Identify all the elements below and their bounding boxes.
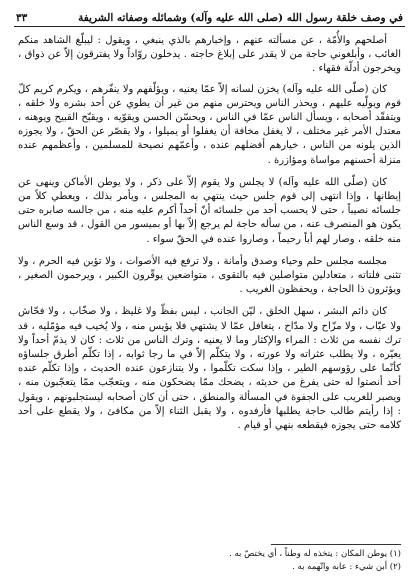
paragraph: كان (صلّى الله عليه وآله) لا يجلس ولا يقوم إلاّ على ذكر ، ولا يوطن الأماكن وينهى عن إيطانها ، وإذا انتهى إلى قوم جلس حيث ينتهي به المجلس ، ويأمر بذلك ، ويعطي كلاً من جلسائه نصيباً ، حتى لا يحسب أحد من جلسائه أنّ أحداً أكرم عليه منه ، من جالسه صابره حتى يكون هو المنصرف عنه ، من سأله حاجة لم يرجع إلاّ بها أو بميسور من القول ، قد وسع الناس منه خلقه ، وصار لهم أباً رحيماً ، وصاروا عنده في الحقّ سواء . [18, 176, 401, 245]
paragraph: كان دائم البشر ، سهل الخلق ، ليّن الجانب ، ليس بفظّ ولا غليظ ، ولا صخّاب ، ولا فحّاش ولا عيّاب ، ولا مزّاح ولا مدّاح ، يتغافل عمّا لا يشتهي فلا يؤيس منه ، ولا يُخيب فيه مؤمّليه ، قد ترك نفسه من ثلاث : المراء والإكثار وما لا يعنيه ، وترك الناس من ثلاث : كان لا يذمّ أحداً ولا يعيّره ، ولا يطلب عثراته ولا عورته ، ولا يتكلّم إلاّ في ما رجا ثوابه ، إذا تكلّم أطرق جلساؤه كأنّما على رؤوسهم الطير ، وإذا سكت تكلّموا ، ولا يتنازعون عنده الحديث ، وإذا تكلّم عنده أحد أنصتوا له حتى يفرغ من حديثه ، يضحك ممّا يضحكون منه ، ويتعجّب ممّا يتعجّبون منه ، ويصبر للغريب على الجفوة في المسألة والمنطق ، حتى أن كان أصحابه ليستجلبونهم ، ويقول : إذا رأيتم طالب حاجة يطلبها فأرفدوه ، ولا يقبل الثناء إلاّ من مكافئ ، ولا يقطع على أحد كلامه حتى يجوزه فيقطعه بنهي أو قيام . [18, 306, 401, 432]
body-text [18, 34, 401, 441]
paragraph: أصلحهم والأُمّة ، عن مسألته عنهم ، وإخبارهم بالذي ينبغي ، ويقول : ليبلّغ الشاهد منكم الغائب ، وأبلغوني حاجة من لا يقدر على إبلاغ حاجته . يدخلون روّاداً ولا يفترقون إلاّ عن ذواق ، ويخرجون أدلّة فقهاء . [18, 35, 401, 75]
header-rule [14, 26, 405, 27]
footnote-rule [271, 544, 401, 545]
paragraph: كان (صلّى الله عليه وآله) يخزن لسانه إلاّ عمّا يعنيه ، ويؤلّفهم ولا ينفّرهم ، ويكرم كريم كلّ قوم ويولّيه عليهم ، ويحذر الناس ويحترس منهم من غير أن يطوي عن أحد بشره ولا خلقه ، ويتفقّد أصحابه ، ويسأل الناس عمّا في الناس ، ويحسّن الحسن ويقوّيه ، ويقبّح القبيح ويوهنه ، معتدل الأمر غير مختلف ، لا يغفل مخافة أن يغفلوا أو يميلوا ، ولا يقصّر عن الحقّ ، ولا يجوزه الذين يلونه من الناس ، خيارهم أفضلهم عنده ، وأعمّهم نصيحة للمسلمين ، وأعظمهم عنده منزلة أحسنهم مواساة ومؤازرة . [18, 83, 401, 166]
page-number: ٣٣ [16, 12, 28, 24]
paragraph: مجلسه مجلس حلم وحياء وصدق وأمانة ، ولا ترفع فيه الأصوات ، ولا تؤبن فيه الحرم ، ولا تثنى فلتاته ، متعادلين متواصلين فيه بالتقوى ، متواضعين يوقّرون الكبير ، ويرحمون الصغير ، ويؤثرون ذا الحاجة ، ويحفظون الغريب . [18, 255, 401, 296]
running-header [16, 6, 403, 24]
footnote: (١) يوطن المكان : يتخذه له وطناً ، أي يختصّ به . [229, 549, 401, 559]
footnote: (٢) أبن شيء : عابه واتّهمه به . [292, 562, 401, 572]
footnotes [18, 548, 401, 574]
header-title: في وصف خلقة رسول الله (صلى الله عليه وآله) وشمائله وصفاته الشريفة [78, 12, 403, 24]
